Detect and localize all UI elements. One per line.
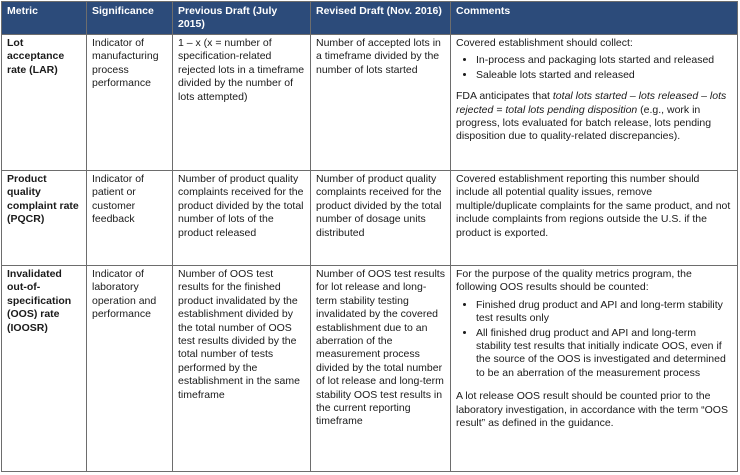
comments-intro: Covered establishment should collect: (456, 37, 633, 49)
table-row (2, 171, 738, 266)
comments-bullet-list (456, 299, 733, 380)
metrics-comparison-table (1, 1, 738, 472)
metric-cell: Product quality complaint rate (PQCR) (2, 171, 87, 266)
comments-cell: Covered establishment reporting this number should include all potential quality issues, remove multiple/duplicate complaints for the same product, and not include complaints from regions outside the U.S. if the product is exported. (451, 171, 738, 266)
comments-intro: For the purpose of the quality metrics program, the following OOS results should be counted: (456, 268, 692, 294)
previous-draft-cell: 1 – x (x = number of specification-related rejected lots in a timeframe divided by the number of lots attempted) (173, 35, 311, 171)
revised-draft-cell: Number of accepted lots in a timeframe divided by the number of lots started (311, 35, 451, 171)
revised-draft-cell: Number of product quality complaints received for the product divided by the total number of dosage units distributed (311, 171, 451, 266)
significance-cell: Indicator of manufacturing process performance (87, 35, 173, 171)
significance-cell: Indicator of patient or customer feedback (87, 171, 173, 266)
comments-note (456, 90, 733, 144)
metric-cell: Invalidated out-of-specification (OOS) rate (IOOSR) (2, 266, 87, 472)
header-previous-draft: Previous Draft (July 2015) (173, 2, 311, 35)
table-header-row (2, 2, 738, 35)
header-metric: Metric (2, 2, 87, 35)
previous-draft-cell: Number of OOS test results for the finished product invalidated by the establishment divided by the total number of OOS test results divided by the total number of tests performed by the establishment in the same timeframe (173, 266, 311, 472)
header-significance: Significance (87, 2, 173, 35)
revised-draft-cell: Number of OOS test results for lot release and long-term stability testing invalidated by the covered establishment due to an aberration of the measurement process divided by the total number of lot release and long-term stability OOS test results in the current reporting timeframe (311, 266, 451, 472)
list-item: • Finished drug product and API and long-term stability test results only (476, 299, 733, 326)
comments-cell (451, 266, 738, 472)
note-suffix: (e.g., work in progress, lots evaluated for batch release, lots pending disposition due to quality-related discrepancies). (456, 103, 712, 143)
previous-draft-cell: Number of product quality complaints received for the product divided by the total number of lots of the product released (173, 171, 311, 266)
table-row (2, 35, 738, 171)
note-prefix: FDA anticipates that (456, 90, 553, 103)
comments-bullet-list (456, 54, 733, 82)
table-row (2, 266, 738, 472)
header-comments: Comments (451, 2, 738, 35)
list-item: • All finished drug product and API and long-term stability test results that initially indicate OOS, even if the source of the OOS is investigated and determined to be an aberration of the measurement process (476, 327, 733, 381)
header-revised-draft: Revised Draft (Nov. 2016) (311, 2, 451, 35)
significance-cell: Indicator of laboratory operation and performance (87, 266, 173, 472)
list-item: • In-process and packaging lots started and released (476, 54, 733, 67)
metrics-comparison-table-container (1, 1, 739, 473)
list-item: • Saleable lots started and released (476, 69, 733, 82)
metric-cell: Lot acceptance rate (LAR) (2, 35, 87, 171)
note-formula: total lots started – lots released – lots rejected = total lots pending disposition (456, 90, 727, 116)
comments-note: A lot release OOS result should be counted prior to the laboratory investigation, in accordance with the term “OOS result” as defined in the guidance. (456, 390, 728, 430)
comments-cell (451, 35, 738, 171)
